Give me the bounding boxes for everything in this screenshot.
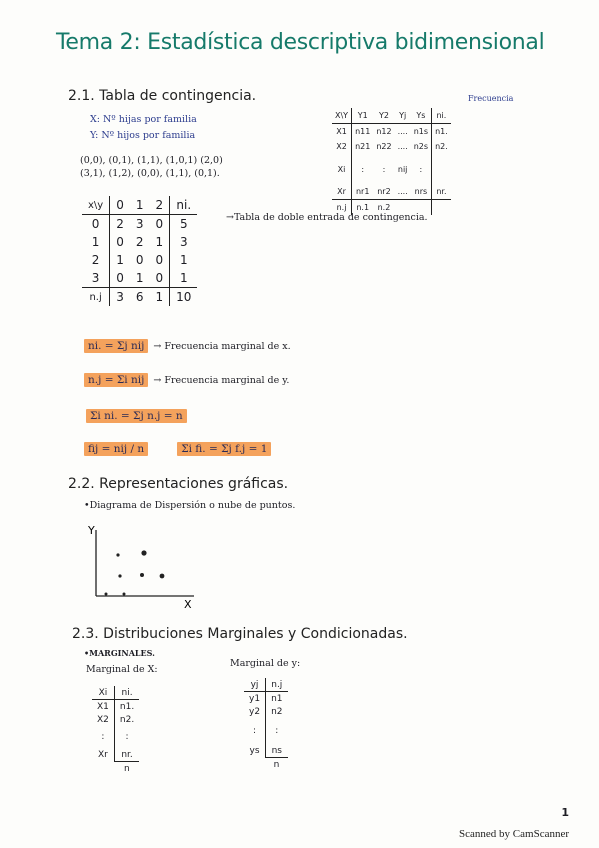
table-cell: 2: [110, 215, 130, 234]
my-header: yj: [250, 679, 259, 690]
general-cell: Xr: [337, 187, 346, 196]
table-cell: 5: [170, 215, 198, 234]
table-cell: 1: [155, 235, 164, 249]
marginales-bullet: •MARGINALES.: [84, 648, 155, 658]
general-cell: :: [352, 154, 374, 184]
section-2-1-heading: 2.1. Tabla de contingencia.: [68, 88, 257, 104]
table-cell: 1: [135, 271, 144, 285]
section-2-3-heading: 2.3. Distribuciones Marginales y Condicionadas.: [72, 626, 408, 642]
pairs-line-2: (3,1), (1,2), (0,0), (1,1), (0,1).: [80, 168, 220, 179]
marginal-y-table: [244, 678, 288, 771]
foot-cell: 10: [170, 288, 198, 307]
general-cell: nr1: [352, 184, 374, 200]
foot-cell: 3: [110, 288, 130, 307]
general-cell: :: [419, 164, 423, 174]
header-cell: 1: [135, 198, 144, 212]
my-cell: n2: [266, 705, 288, 718]
my-cell: n1: [266, 692, 288, 706]
general-foot-cell: n.2: [373, 200, 394, 216]
table-cell: 0: [155, 253, 164, 267]
general-cell: n1s: [411, 124, 432, 140]
row-label: 0: [82, 215, 110, 234]
row-label: 1: [91, 235, 100, 249]
axis-y-label: Y: [88, 524, 95, 537]
general-table-label: Frecuencia: [468, 94, 514, 103]
general-foot-cell: n.1: [352, 200, 374, 216]
general-cell: :: [382, 164, 386, 174]
general-cell: ....: [395, 124, 411, 140]
general-cell: nr.: [432, 184, 451, 200]
my-cell: y2: [249, 706, 261, 717]
scatter-point: [160, 574, 165, 579]
formula-total: Σi ni. = Σj n.j = n: [86, 409, 187, 423]
general-cell: n2s: [413, 142, 429, 151]
mx-cell: :: [101, 732, 105, 742]
my-total: n: [273, 759, 280, 770]
table-cell: 1: [110, 251, 130, 269]
table-cell: 0: [155, 271, 164, 285]
my-header: n.j: [266, 678, 288, 692]
row-label: 2: [91, 253, 100, 267]
general-cell: Xi: [337, 164, 346, 174]
x-definition: X: Nº hijas por familia: [90, 114, 197, 125]
mx-cell: n1.: [114, 700, 139, 714]
general-header-cell: Ys: [416, 111, 426, 120]
page-title: Tema 2: Estadística descriptiva bidimensional: [56, 30, 545, 55]
general-foot-cell: [432, 200, 451, 216]
table-cell: 0: [150, 215, 170, 234]
formula-marginal-y: n.j = Σi nij: [84, 373, 148, 387]
formula-relative: fij = nij / n: [84, 442, 148, 456]
axis-x-label: X: [184, 598, 192, 611]
formula-sum-relative: Σi fi. = Σj f.j = 1: [177, 442, 271, 456]
general-cell: ....: [397, 142, 408, 151]
general-cell: ....: [397, 187, 408, 196]
general-cell: nrs: [414, 187, 428, 196]
general-cell: n12: [373, 124, 394, 140]
general-cell: n22: [376, 142, 392, 151]
scatter-point: [116, 553, 119, 556]
foot-cell: 1: [150, 288, 170, 307]
formula-row: [84, 368, 289, 387]
mx-cell: X1: [92, 700, 114, 714]
general-foot-cell: [411, 200, 432, 216]
my-cell: y1: [244, 692, 266, 706]
mx-header: Xi: [98, 687, 108, 698]
scatter-point: [118, 574, 121, 577]
general-cell: nij: [397, 164, 408, 174]
table-cell: 2: [135, 235, 144, 249]
my-cell: ys: [249, 745, 260, 756]
mx-cell: n2.: [114, 713, 139, 726]
scatter-point: [140, 573, 144, 577]
mx-total: n: [123, 763, 130, 774]
general-cell: X2: [336, 142, 347, 151]
mx-cell: X2: [97, 714, 109, 725]
formula-row: [86, 404, 187, 423]
scatter-point: [141, 550, 146, 555]
table-corner: x\y: [88, 199, 104, 211]
marginal-y-title: Marginal de y:: [230, 658, 301, 669]
page-number: 1: [561, 806, 569, 819]
general-cell: n2.: [432, 139, 451, 154]
general-table: [332, 108, 451, 215]
mx-cell: nr.: [114, 748, 139, 762]
formula-desc: → Frecuencia marginal de y.: [153, 375, 290, 386]
general-header-cell: ni.: [432, 108, 451, 124]
table-cell: 3: [130, 215, 150, 234]
scatter-bullet: •Diagrama de Dispersión o nube de puntos.: [84, 500, 296, 511]
formula-row: [84, 334, 291, 353]
foot-label: n.j: [82, 288, 110, 307]
general-cell: n11: [352, 124, 374, 140]
header-cell: 2: [155, 198, 164, 212]
y-definition: Y: Nº hijos por familia: [90, 130, 196, 141]
formula-row: [84, 437, 271, 456]
row-label: 3: [91, 271, 100, 285]
table-cell: 0: [110, 269, 130, 288]
table-note: →Tabla de doble entrada de contingencia.: [226, 212, 428, 223]
header-cell: ni.: [170, 196, 198, 215]
general-header-cell: Y1: [352, 108, 374, 124]
general-cell: nr2: [377, 187, 391, 196]
my-cell: :: [253, 726, 257, 736]
table-cell: 0: [110, 233, 130, 251]
my-cell: ns: [266, 744, 288, 758]
general-cell: n1.: [432, 124, 451, 140]
pairs-line-1: (0,0), (0,1), (1,1), (1,0,1) (2,0): [80, 155, 223, 166]
general-foot-cell: n.j: [332, 200, 352, 216]
header-cell: 0: [110, 196, 130, 215]
section-2-2-heading: 2.2. Representaciones gráficas.: [68, 476, 289, 492]
table-cell: 1: [170, 251, 198, 269]
formula-marginal-x: ni. = Σj nij: [84, 339, 148, 353]
general-corner: X\Y: [335, 111, 349, 120]
marginal-x-title: Marginal de X:: [86, 664, 158, 675]
general-cell: [432, 154, 451, 184]
general-header-cell: Y2: [378, 111, 389, 120]
contingency-table: [82, 196, 197, 306]
scatter-point: [105, 593, 108, 596]
mx-cell: :: [114, 726, 139, 748]
my-cell: :: [266, 718, 288, 744]
general-cell: n21: [352, 139, 374, 154]
scatter-diagram: [84, 522, 204, 612]
general-cell: X1: [332, 124, 352, 140]
table-cell: 3: [170, 233, 198, 251]
general-header-cell: Yj: [399, 111, 407, 120]
general-foot-cell: [395, 200, 411, 216]
formula-desc: → Frecuencia marginal de x.: [153, 341, 291, 352]
marginal-x-table: [92, 686, 139, 775]
table-cell: 1: [170, 269, 198, 288]
table-cell: 0: [135, 253, 144, 267]
mx-header: ni.: [114, 686, 139, 700]
scanner-footer: Scanned by CamScanner: [459, 828, 569, 840]
scatter-point: [123, 593, 126, 596]
foot-cell: 6: [130, 288, 150, 307]
mx-cell: Xr: [98, 749, 108, 760]
